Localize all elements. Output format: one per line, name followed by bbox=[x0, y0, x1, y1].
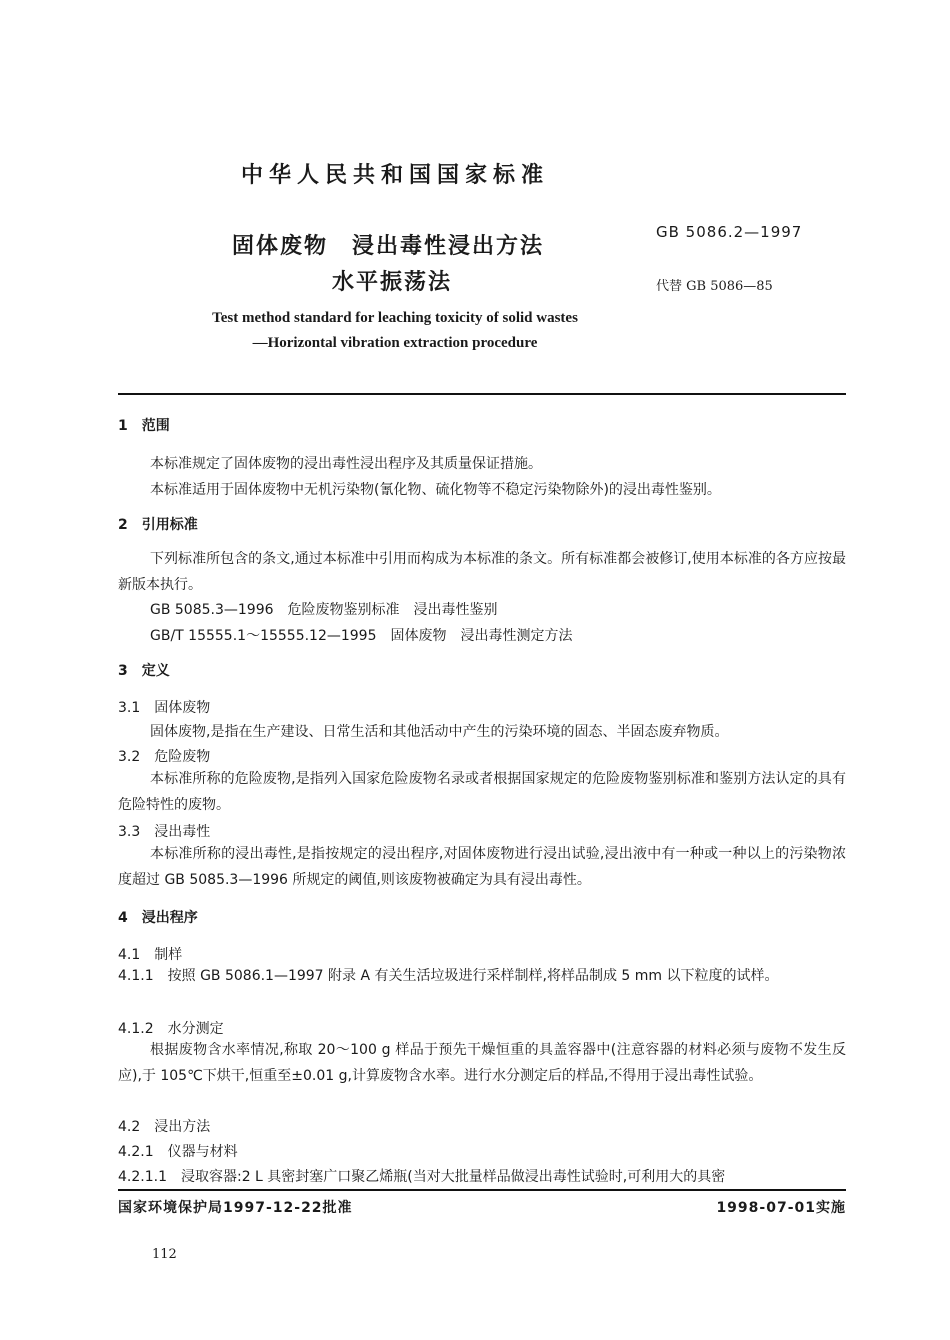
section-3-1-text: 固体废物,是指在生产建设、日常生活和其他活动中产生的污染环境的固态、半固态废弃物质。 bbox=[150, 724, 729, 740]
english-title-line2: —Horizontal vibration extraction procedure bbox=[252, 335, 538, 351]
replaces-note: 代替 GB 5086—85 bbox=[656, 279, 773, 294]
implementation-date: 1998-07-01实施 bbox=[716, 1200, 846, 1216]
section-2-reference-2: GB/T 15555.1～15555.12—1995 固体废物 浸出毒性测定方法 bbox=[150, 628, 573, 644]
document-title-line1: 固体废物 浸出毒性浸出方法 bbox=[232, 234, 545, 259]
section-1-paragraph-2: 本标准适用于固体废物中无机污染物(氰化物、硫化物等不稳定污染物除外)的浸出毒性鉴别。 bbox=[150, 482, 721, 498]
section-3-2-title: 3.2 危险废物 bbox=[118, 749, 211, 765]
english-title-line1: Test method standard for leaching toxicity of solid wastes bbox=[212, 310, 578, 326]
section-1-paragraph-1: 本标准规定了固体废物的浸出毒性浸出程序及其质量保证措施。 bbox=[150, 456, 542, 472]
approval-date: 国家环境保护局1997-12-22批准 bbox=[118, 1200, 353, 1216]
section-3-2-text: 本标准所称的危险废物,是指列入国家危险废物名录或者根据国家规定的危险废物鉴别标准和鉴别方法认定的具有危险特性的废物。 bbox=[118, 771, 846, 813]
section-3-3-text: 本标准所称的浸出毒性,是指按规定的浸出程序,对固体废物进行浸出试验,浸出液中有一种或一种以上的污染物浓度超过 GB 5085.3—1996 所规定的阈值,则该废物被确定为具有浸出毒性。 bbox=[118, 846, 846, 888]
section-4-heading: 4 浸出程序 bbox=[118, 910, 198, 926]
section-2-paragraph: 下列标准所包含的条文,通过本标准中引用而构成为本标准的条文。所有标准都会被修订,使用本标准的各方应按最新版本执行。 bbox=[118, 551, 846, 593]
national-standard-title: 中华人民共和国国家标准 bbox=[240, 163, 549, 188]
section-1-heading: 1 范围 bbox=[118, 418, 170, 434]
standard-code: GB 5086.2—1997 bbox=[656, 223, 803, 241]
section-3-heading: 3 定义 bbox=[118, 663, 170, 679]
section-2-heading: 2 引用标准 bbox=[118, 517, 198, 533]
section-2-reference-1: GB 5085.3—1996 危险废物鉴别标准 浸出毒性鉴别 bbox=[150, 602, 498, 618]
section-3-1-title: 3.1 固体废物 bbox=[118, 700, 211, 716]
page-number: 112 bbox=[152, 1247, 177, 1262]
document-title-line2: 水平振荡法 bbox=[332, 270, 453, 295]
section-4-1-1-text: 4.1.1 按照 GB 5086.1—1997 附录 A 有关生活垃圾进行采样制样,将样品制成 5 mm 以下粒度的试样。 bbox=[118, 968, 779, 984]
section-4-1-2-text: 根据废物含水率情况,称取 20～100 g 样品于预先干燥恒重的具盖容器中(注意容器的材料必须与废物不发生反应),于 105℃下烘干,恒重至±0.01 g,计算废物含水率。进行水分测定后的样品,不得用于浸出毒性试验。 bbox=[118, 1042, 846, 1084]
section-4-1-title: 4.1 制样 bbox=[118, 947, 183, 963]
section-3-3-title: 3.3 浸出毒性 bbox=[118, 824, 211, 840]
footer-divider bbox=[118, 1189, 846, 1191]
section-4-2-1-1-text: 4.2.1.1 浸取容器:2 L 具密封塞广口聚乙烯瓶(当对大批量样品做浸出毒性试验时,可利用大的具密 bbox=[118, 1169, 726, 1185]
section-4-2-1-title: 4.2.1 仪器与材料 bbox=[118, 1144, 238, 1160]
section-4-2-title: 4.2 浸出方法 bbox=[118, 1119, 211, 1135]
header-divider bbox=[118, 393, 846, 395]
section-4-1-2-title: 4.1.2 水分测定 bbox=[118, 1021, 224, 1037]
